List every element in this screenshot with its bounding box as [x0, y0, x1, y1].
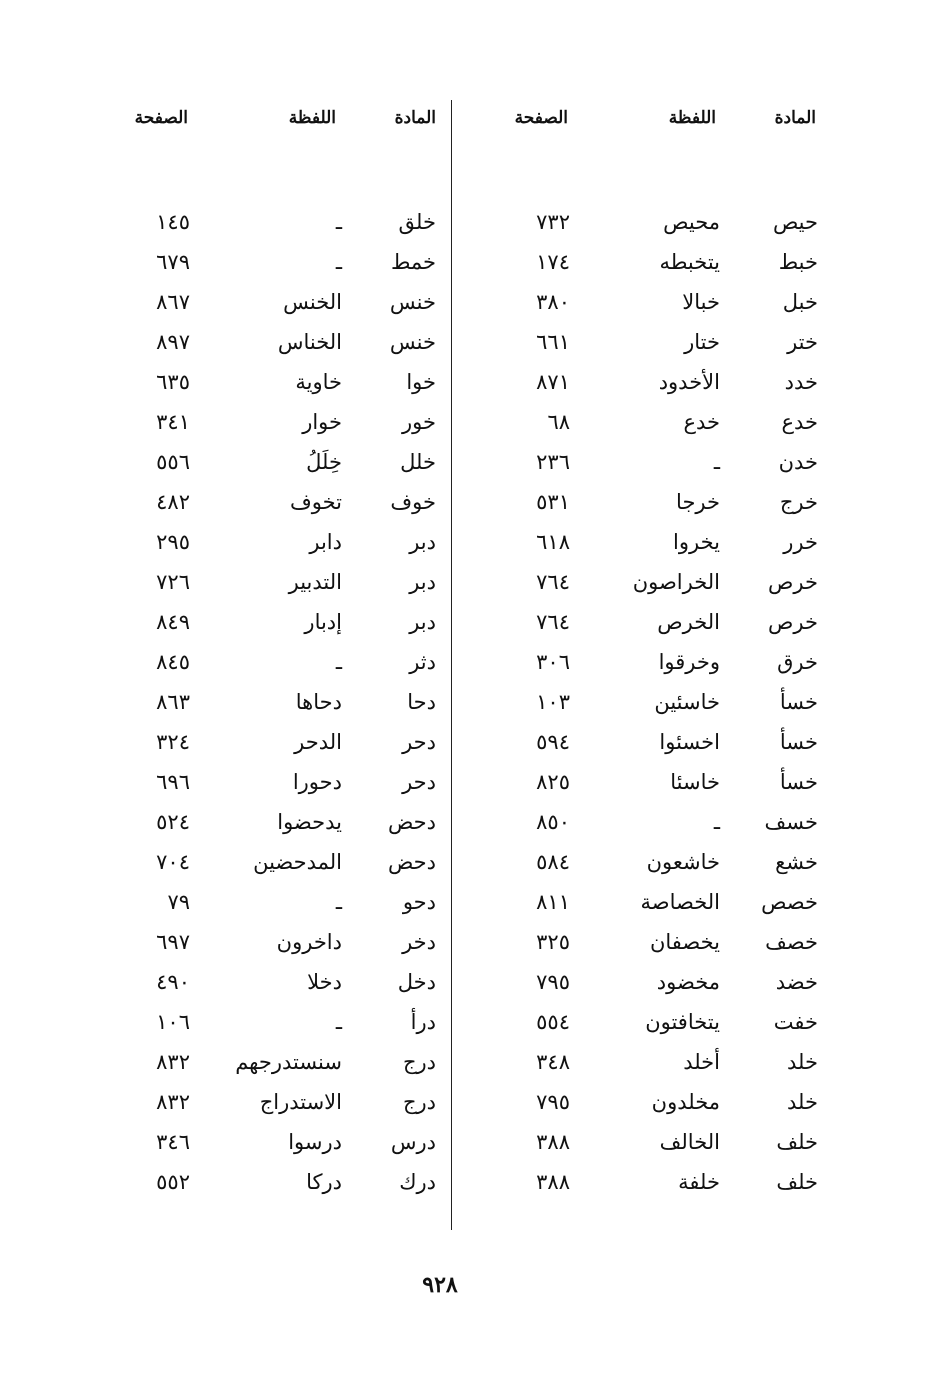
cell-madda: خصف: [765, 930, 818, 954]
index-row: [490, 330, 830, 370]
cell-madda: ختر: [787, 330, 818, 354]
cell-madda: دثر: [409, 650, 436, 674]
cell-safha: ٧٩٥: [536, 1090, 570, 1114]
cell-madda: دخر: [402, 930, 436, 954]
cell-lafza: دابر: [309, 530, 342, 554]
cell-safha: ٨٤٩: [156, 610, 190, 634]
index-row: [490, 1010, 830, 1050]
index-row: [112, 890, 442, 930]
cell-safha: ٢٣٦: [536, 450, 570, 474]
index-row: [490, 930, 830, 970]
left-rows: [112, 210, 442, 1210]
cell-madda: حيص: [772, 210, 818, 234]
index-row: [112, 330, 442, 370]
cell-safha: ٤٩٠: [156, 970, 190, 994]
cell-lafza: الدحر: [294, 730, 342, 754]
index-row: [112, 1170, 442, 1210]
index-row: [490, 250, 830, 290]
index-row: [112, 850, 442, 890]
cell-madda: خلق: [398, 210, 436, 234]
cell-lafza: ـ: [335, 210, 342, 234]
cell-madda: خنس: [389, 290, 436, 314]
cell-lafza: درسوا: [288, 1130, 342, 1154]
cell-lafza: خاسئا: [670, 770, 720, 794]
cell-lafza: داخرون: [276, 930, 342, 954]
cell-lafza: التدبير: [288, 570, 342, 594]
cell-madda: خسأ: [779, 690, 818, 714]
cell-lafza: ـ: [713, 810, 720, 834]
cell-lafza: خوار: [302, 410, 342, 434]
cell-lafza: الاستدراج: [259, 1090, 342, 1114]
cell-lafza: محيص: [663, 210, 720, 234]
cell-lafza: تخوف: [289, 490, 342, 514]
cell-safha: ١٠٣: [536, 690, 570, 714]
cell-madda: خلف: [776, 1130, 818, 1154]
cell-safha: ٧٩٥: [536, 970, 570, 994]
cell-lafza: ـ: [335, 250, 342, 274]
index-row: [112, 730, 442, 770]
index-row: [490, 1130, 830, 1170]
cell-safha: ٧٢٦: [156, 570, 190, 594]
cell-madda: خلل: [400, 450, 436, 474]
cell-madda: خسأ: [779, 770, 818, 794]
index-row: [490, 530, 830, 570]
index-row: [490, 1090, 830, 1130]
cell-madda: خلد: [787, 1090, 818, 1114]
left-index-column: [112, 108, 442, 1194]
cell-safha: ٨٦٧: [156, 290, 190, 314]
cell-safha: ٥٣١: [536, 490, 570, 514]
cell-lafza: ـ: [335, 890, 342, 914]
cell-lafza: يخصفان: [649, 930, 720, 954]
cell-lafza: أخلد: [683, 1050, 720, 1074]
cell-lafza: ختار: [684, 330, 720, 354]
cell-madda: خدن: [778, 450, 818, 474]
cell-safha: ٣٢٤: [156, 730, 190, 754]
cell-madda: خمط: [390, 250, 436, 274]
cell-madda: دحر: [402, 730, 436, 754]
cell-safha: ٦٧٩: [156, 250, 190, 274]
index-row: [490, 610, 830, 650]
cell-safha: ٢٩٥: [156, 530, 190, 554]
cell-safha: ٣٤١: [156, 410, 190, 434]
index-row: [112, 1010, 442, 1050]
cell-safha: ٦٨: [547, 410, 570, 434]
cell-lafza: ـ: [335, 1010, 342, 1034]
index-row: [112, 410, 442, 450]
cell-safha: ٣٨٠: [536, 290, 570, 314]
cell-safha: ٣٤٨: [536, 1050, 570, 1074]
index-row: [490, 210, 830, 250]
cell-lafza: مخضود: [656, 970, 720, 994]
index-row: [490, 1050, 830, 1090]
cell-safha: ٨٣٢: [156, 1050, 190, 1074]
cell-safha: ٨٩٧: [156, 330, 190, 354]
cell-madda: دبر: [409, 570, 436, 594]
cell-lafza: خدع: [683, 410, 720, 434]
index-row: [490, 850, 830, 890]
index-row: [112, 610, 442, 650]
cell-madda: خضد: [775, 970, 818, 994]
index-row: [490, 370, 830, 410]
cell-safha: ١٧٤: [536, 250, 570, 274]
cell-madda: خبط: [778, 250, 818, 274]
cell-lafza: الخصاصة: [640, 890, 720, 914]
cell-safha: ٣٤٦: [156, 1130, 190, 1154]
cell-lafza: يخروا: [673, 530, 720, 554]
cell-madda: دحر: [402, 770, 436, 794]
cell-safha: ٨٤٥: [156, 650, 190, 674]
cell-safha: ٨٦٣: [156, 690, 190, 714]
header-lafza: اللفظة: [288, 108, 336, 128]
cell-lafza: وخرقوا: [658, 650, 720, 674]
cell-safha: ٧٩: [167, 890, 190, 914]
cell-madda: خسأ: [779, 730, 818, 754]
cell-lafza: الخراصون: [632, 570, 720, 594]
cell-safha: ٥٥٦: [156, 450, 190, 474]
index-row: [112, 370, 442, 410]
cell-lafza: الخناس: [277, 330, 342, 354]
cell-safha: ٣٢٥: [536, 930, 570, 954]
right-rows: [490, 210, 830, 1210]
cell-lafza: إدبار: [304, 610, 342, 634]
cell-lafza: دركا: [306, 1170, 342, 1194]
index-row: [112, 690, 442, 730]
cell-safha: ١٤٥: [156, 210, 190, 234]
cell-safha: ٨٣٢: [156, 1090, 190, 1114]
cell-lafza: خاشعون: [646, 850, 720, 874]
index-row: [112, 570, 442, 610]
cell-lafza: خبالا: [682, 290, 720, 314]
cell-madda: خرق: [777, 650, 818, 674]
cell-safha: ٧٦٤: [536, 570, 570, 594]
header-madda: المادة: [394, 108, 436, 128]
cell-safha: ٨٧١: [536, 370, 570, 394]
right-header-row: [490, 108, 830, 144]
index-row: [490, 410, 830, 450]
cell-madda: درك: [399, 1170, 436, 1194]
cell-madda: خوا: [406, 370, 436, 394]
index-row: [490, 490, 830, 530]
cell-safha: ٣٠٦: [536, 650, 570, 674]
cell-safha: ٣٨٨: [536, 1130, 570, 1154]
index-row: [112, 1050, 442, 1090]
index-row: [112, 490, 442, 530]
cell-safha: ٥٥٢: [156, 1170, 190, 1194]
cell-madda: درج: [402, 1050, 436, 1074]
cell-madda: خرص: [768, 570, 818, 594]
cell-madda: درج: [402, 1090, 436, 1114]
index-row: [490, 970, 830, 1010]
cell-madda: خدع: [781, 410, 818, 434]
cell-madda: دحو: [402, 890, 436, 914]
cell-lafza: دحاها: [295, 690, 342, 714]
cell-lafza: يتخبطه: [659, 250, 720, 274]
index-row: [490, 570, 830, 610]
cell-safha: ٨٥٠: [536, 810, 570, 834]
cell-lafza: الخالف: [659, 1130, 720, 1154]
cell-madda: دحا: [407, 690, 436, 714]
cell-madda: خبل: [782, 290, 818, 314]
cell-lafza: اخسئوا: [659, 730, 720, 754]
cell-lafza: الأخدود: [658, 370, 720, 394]
cell-safha: ٦١٨: [536, 530, 570, 554]
index-row: [490, 890, 830, 930]
index-row: [490, 1170, 830, 1210]
index-row: [490, 290, 830, 330]
column-divider: [451, 100, 452, 1230]
right-index-column: [490, 108, 830, 1194]
cell-lafza: خلفة: [678, 1170, 720, 1194]
page-number: ٩٢٨: [422, 1272, 458, 1298]
cell-madda: خفت: [773, 1010, 818, 1034]
cell-lafza: خِلَلُ: [306, 450, 342, 474]
cell-safha: ٨١١: [536, 890, 570, 914]
cell-madda: خدد: [784, 370, 818, 394]
cell-madda: خرج: [779, 490, 818, 514]
header-lafza: اللفظة: [668, 108, 716, 128]
cell-safha: ٧٠٤: [156, 850, 190, 874]
cell-lafza: دحورا: [292, 770, 342, 794]
cell-lafza: ـ: [335, 650, 342, 674]
cell-madda: درأ: [410, 1010, 436, 1034]
cell-lafza: دخلا: [307, 970, 342, 994]
header-safha: الصفحة: [134, 108, 188, 128]
cell-lafza: خاوية: [295, 370, 342, 394]
index-row: [112, 970, 442, 1010]
cell-safha: ٦٦١: [536, 330, 570, 354]
cell-lafza: يتخافتون: [645, 1010, 720, 1034]
cell-lafza: المدحضين: [253, 850, 342, 874]
cell-lafza: الخرص: [657, 610, 720, 634]
index-row: [490, 810, 830, 850]
cell-lafza: مخلدون: [651, 1090, 720, 1114]
cell-madda: خلف: [776, 1170, 818, 1194]
cell-safha: ٤٨٢: [156, 490, 190, 514]
cell-lafza: الخنس: [283, 290, 342, 314]
cell-madda: خسف: [764, 810, 818, 834]
cell-safha: ٣٨٨: [536, 1170, 570, 1194]
cell-madda: خنس: [389, 330, 436, 354]
cell-safha: ٨٢٥: [536, 770, 570, 794]
index-row: [112, 770, 442, 810]
cell-safha: ١٠٦: [156, 1010, 190, 1034]
cell-madda: خصص: [761, 890, 818, 914]
cell-madda: دبر: [409, 530, 436, 554]
cell-madda: خشع: [775, 850, 818, 874]
index-row: [490, 650, 830, 690]
cell-safha: ٦٣٥: [156, 370, 190, 394]
index-row: [490, 770, 830, 810]
index-row: [112, 930, 442, 970]
cell-madda: خور: [402, 410, 436, 434]
index-row: [112, 210, 442, 250]
index-row: [112, 1090, 442, 1130]
index-row: [112, 530, 442, 570]
index-row: [112, 650, 442, 690]
index-row: [490, 450, 830, 490]
index-row: [112, 1130, 442, 1170]
cell-lafza: يدحضوا: [277, 810, 342, 834]
left-header-row: [112, 108, 442, 144]
index-row: [490, 730, 830, 770]
cell-lafza: ـ: [713, 450, 720, 474]
cell-madda: خلد: [787, 1050, 818, 1074]
header-madda: المادة: [774, 108, 816, 128]
cell-madda: خرر: [783, 530, 818, 554]
index-row: [490, 690, 830, 730]
cell-safha: ٦٩٧: [156, 930, 190, 954]
cell-safha: ٥٥٤: [536, 1010, 570, 1034]
index-row: [112, 250, 442, 290]
cell-lafza: خاسئين: [654, 690, 720, 714]
cell-madda: دبر: [409, 610, 436, 634]
index-row: [112, 810, 442, 850]
cell-madda: دخل: [397, 970, 436, 994]
cell-madda: درس: [390, 1130, 436, 1154]
cell-lafza: خرجا: [676, 490, 720, 514]
index-row: [112, 290, 442, 330]
cell-madda: دحض: [387, 810, 436, 834]
cell-safha: ٧٣٢: [536, 210, 570, 234]
cell-lafza: سنستدرجهم: [235, 1050, 342, 1074]
cell-safha: ٧٦٤: [536, 610, 570, 634]
index-row: [112, 450, 442, 490]
cell-madda: دحض: [387, 850, 436, 874]
cell-safha: ٥٩٤: [536, 730, 570, 754]
cell-safha: ٥٨٤: [536, 850, 570, 874]
cell-safha: ٦٩٦: [156, 770, 190, 794]
cell-madda: خرص: [768, 610, 818, 634]
header-safha: الصفحة: [514, 108, 568, 128]
cell-safha: ٥٢٤: [156, 810, 190, 834]
cell-madda: خوف: [390, 490, 436, 514]
